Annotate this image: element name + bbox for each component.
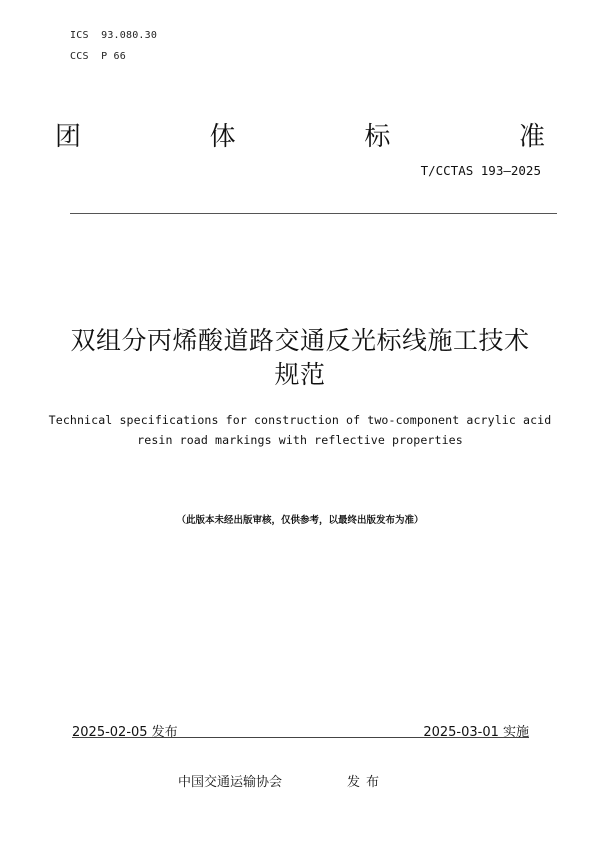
chinese-title xyxy=(40,324,560,392)
ccs-code: CCS P 66 xyxy=(70,51,126,62)
ics-code: ICS 93.080.30 xyxy=(70,30,158,41)
english-title xyxy=(40,410,560,450)
standard-type-char-2: 体 xyxy=(209,122,236,152)
publisher-name: 中国交通运输协会 xyxy=(178,775,283,790)
english-title-line-2: resin road markings with reflective properties xyxy=(137,433,463,447)
publisher-action: 发布 xyxy=(347,775,386,790)
top-divider xyxy=(70,213,557,214)
draft-notice: （此版本未经出版审核，仅供参考，以最终出版发布为准） xyxy=(176,515,424,526)
standard-type-heading xyxy=(55,122,545,152)
publish-date: 2025-02-05 发布 xyxy=(72,725,178,740)
effective-date: 2025-03-01 实施 xyxy=(423,725,529,740)
standard-number: T/CCTAS 193—2025 xyxy=(420,163,541,178)
english-title-line-1: Technical specifications for construction of two-component acrylic acid xyxy=(48,413,552,427)
chinese-title-line-2: 规范 xyxy=(274,360,326,389)
chinese-title-line-1: 双组分丙烯酸道路交通反光标线施工技术 xyxy=(70,326,530,355)
standard-type-char-1: 团 xyxy=(55,122,82,152)
standard-type-char-3: 标 xyxy=(364,122,391,152)
bottom-divider xyxy=(72,737,529,738)
standard-type-char-4: 准 xyxy=(518,122,545,152)
